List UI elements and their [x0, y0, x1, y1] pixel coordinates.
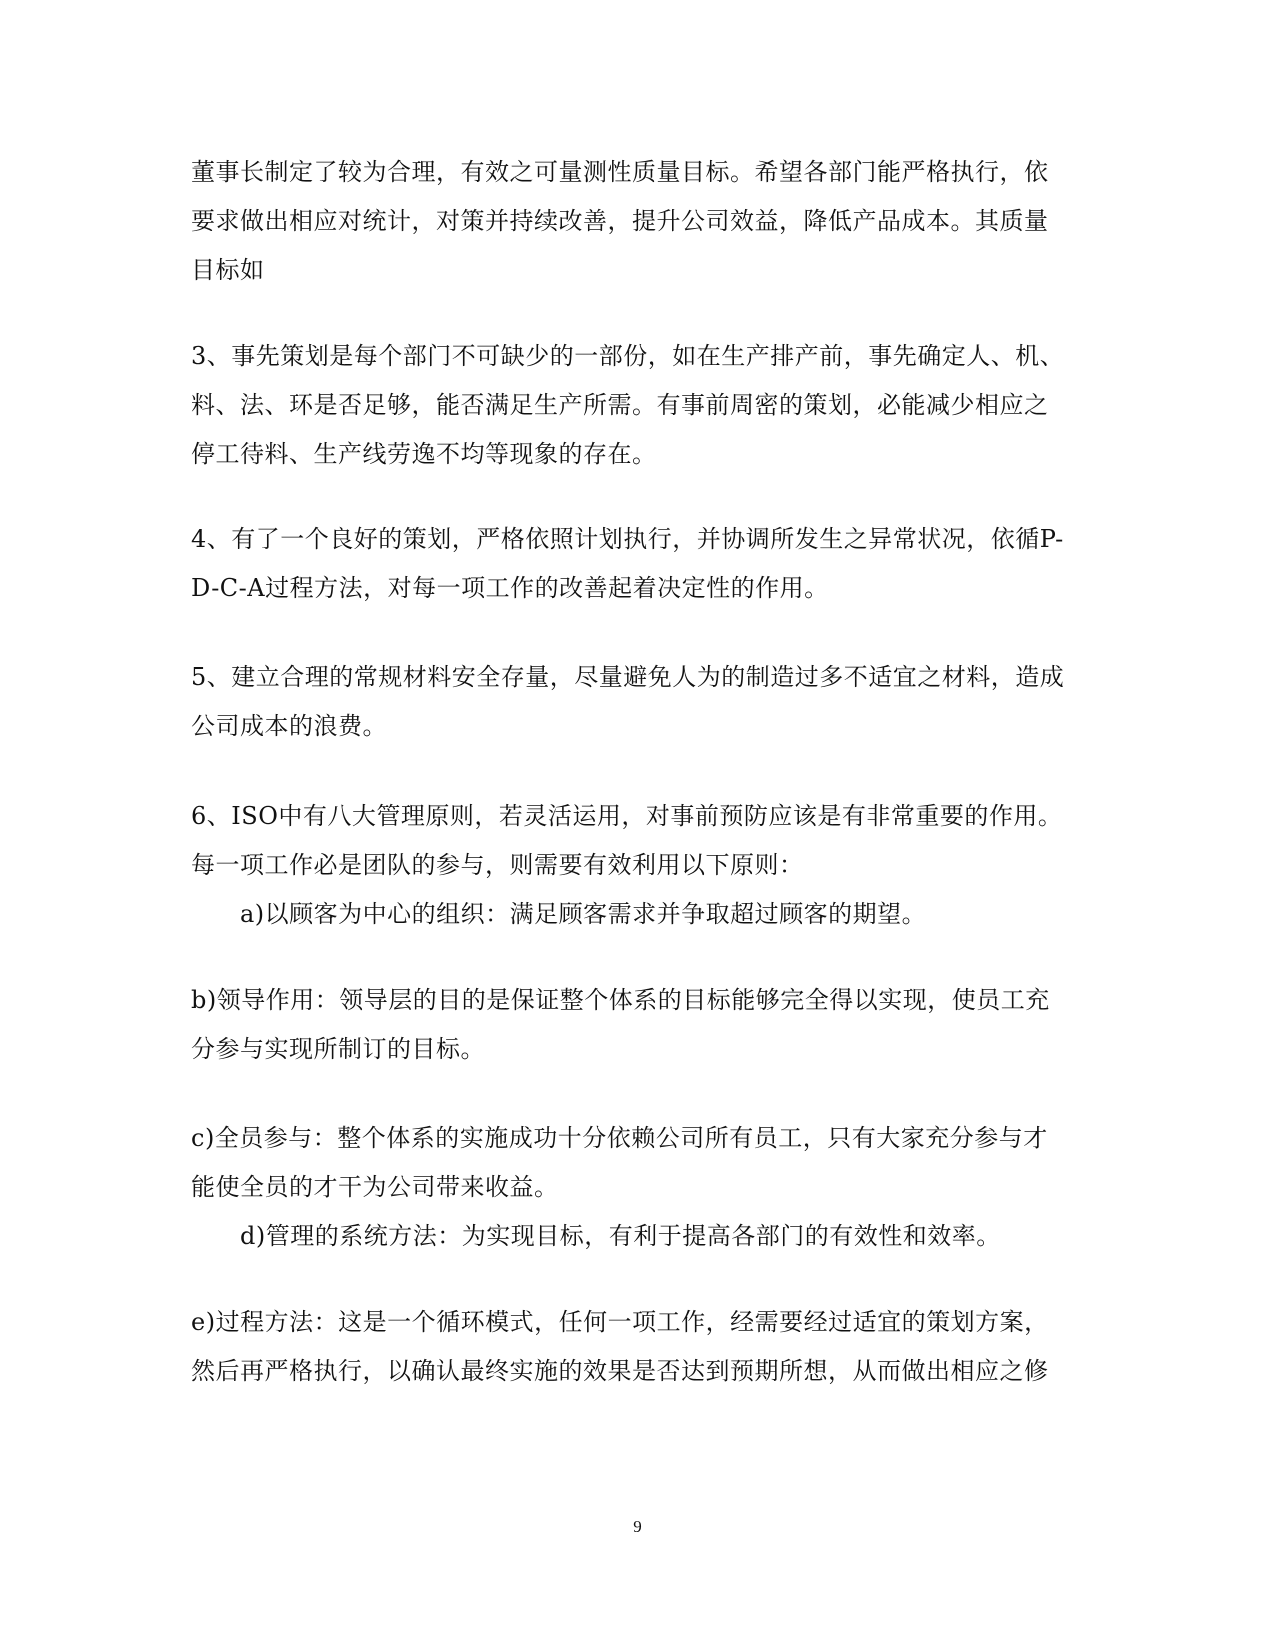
text-line: 料、法、环是否足够，能否满足生产所需。有事前周密的策划，必能减少相应之	[191, 391, 1049, 419]
text-line: 要求做出相应对统计，对策并持续改善，提升公司效益，降低产品成本。其质量	[191, 207, 1049, 235]
paragraph-item-e	[191, 1298, 1081, 1396]
paragraph-item-b	[191, 976, 1081, 1074]
text-line: c)全员参与：整个体系的实施成功十分依赖公司所有员工，只有大家充分参与才	[191, 1124, 1048, 1152]
text-line: 然后再严格执行，以确认最终实施的效果是否达到预期所想，从而做出相应之修	[191, 1357, 1049, 1385]
text-line: 6、ISO中有八大管理原则，若灵活运用，对事前预防应该是有非常重要的作用。	[191, 802, 1063, 830]
text-line: 能使全员的才干为公司带来收益。	[191, 1173, 559, 1201]
page-number: 9	[633, 1517, 642, 1536]
paragraph-item-3	[191, 332, 1081, 479]
text-line: 董事长制定了较为合理，有效之可量测性质量目标。希望各部门能严格执行，依	[191, 158, 1049, 186]
text-line: 3、事先策划是每个部门不可缺少的一部份，如在生产排产前，事先确定人、机、	[191, 342, 1065, 370]
text-line: 每一项工作必是团队的参与，则需要有效利用以下原则：	[191, 851, 804, 879]
paragraph-intro	[191, 148, 1081, 295]
text-line: b)领导作用：领导层的目的是保证整个体系的目标能够完全得以实现，使员工充	[191, 986, 1050, 1014]
paragraph-item-c	[191, 1114, 1081, 1261]
text-line: 5、建立合理的常规材料安全存量，尽量避免人为的制造过多不适宜之材料，造成	[191, 663, 1065, 691]
text-line: 停工待料、生产线劳逸不均等现象的存在。	[191, 440, 657, 468]
text-line: 分参与实现所制订的目标。	[191, 1035, 485, 1063]
text-line: 4、有了一个良好的策划，严格依照计划执行，并协调所发生之异常状况，依循P-	[191, 525, 1064, 553]
paragraph-item-4	[191, 515, 1081, 613]
paragraph-item-6	[191, 792, 1081, 939]
text-line: 目标如	[191, 256, 265, 284]
text-line: e)过程方法：这是一个循环模式，任何一项工作，经需要经过适宜的策划方案，	[191, 1308, 1049, 1336]
principle-a-line: a)以顾客为中心的组织：满足顾客需求并争取超过顾客的期望。	[240, 900, 927, 928]
principle-d-line: d)管理的系统方法：为实现目标，有利于提高各部门的有效性和效率。	[240, 1222, 1001, 1250]
text-line: D-C-A过程方法，对每一项工作的改善起着决定性的作用。	[191, 574, 829, 602]
text-line: 公司成本的浪费。	[191, 712, 387, 740]
paragraph-item-5	[191, 653, 1081, 751]
